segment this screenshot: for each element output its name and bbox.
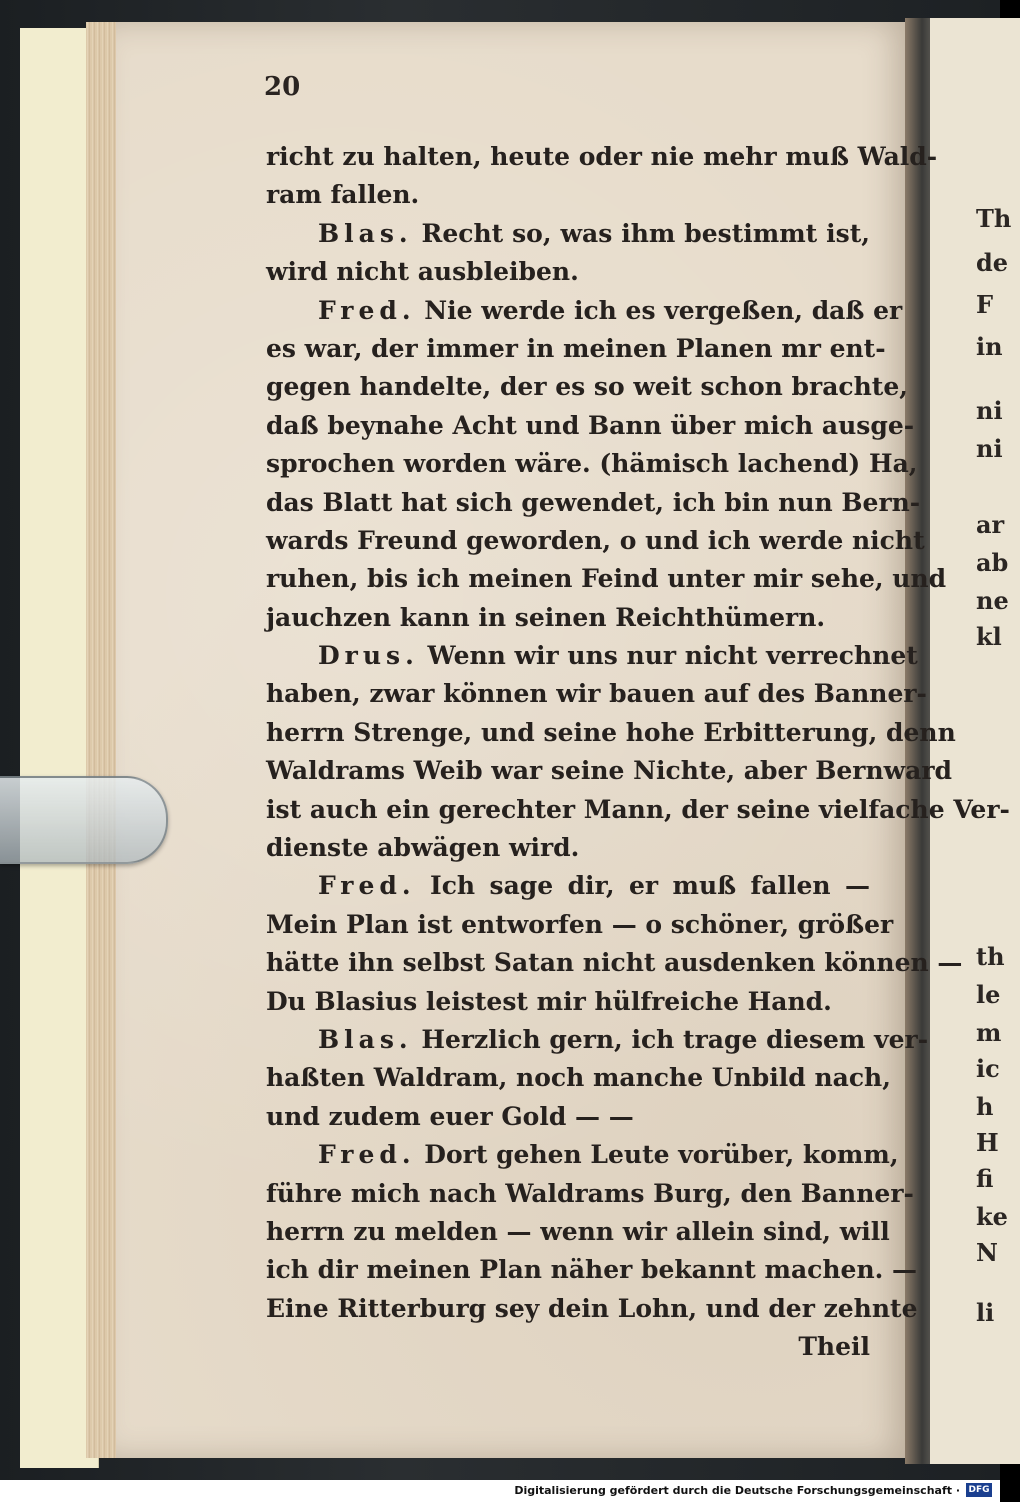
facing-page-fragment: h xyxy=(976,1092,994,1121)
line-text: ist auch ein gerechter Mann, der seine vielfache Ver- xyxy=(266,794,1010,824)
text-line xyxy=(266,1098,870,1136)
facing-page-fragment: le xyxy=(976,980,1001,1009)
facing-page-fragment: Th xyxy=(976,204,1012,233)
line-text: es war, der immer in meinen Planen mr ent- xyxy=(266,333,886,363)
text-line xyxy=(266,599,870,637)
text-line xyxy=(266,292,903,330)
facing-page-fragment: li xyxy=(976,1298,995,1327)
line-text: Du Blasius leistest mir hülfreiche Hand. xyxy=(266,986,832,1016)
text-line xyxy=(266,138,938,176)
text-line xyxy=(266,829,870,867)
facing-page-fragment: kl xyxy=(976,622,1002,651)
speaker-name: Drus. xyxy=(318,641,419,671)
page-number: 20 xyxy=(264,72,301,102)
line-text: richt zu halten, heute oder nie mehr muß Wald- xyxy=(266,142,938,171)
speaker-name: Fred. xyxy=(318,1140,416,1170)
facing-page-fragment: de xyxy=(976,248,1009,277)
line-text: ruhen, bis ich meinen Feind unter mir sehe, und xyxy=(266,564,947,594)
text-line xyxy=(266,1136,899,1174)
text-line xyxy=(266,176,870,214)
text-line xyxy=(266,1213,890,1251)
line-text: Eine Ritterburg sey dein Lohn, und der zehnte xyxy=(266,1293,918,1323)
text-line xyxy=(266,906,894,944)
text-line xyxy=(266,368,908,406)
text-line xyxy=(266,407,915,445)
speaker-name: Fred. xyxy=(318,295,416,325)
facing-page-fragment: ne xyxy=(976,586,1009,615)
text-line xyxy=(266,675,927,713)
line-text: hätte ihn selbst Satan nicht ausdenken können — xyxy=(266,948,963,978)
text-line xyxy=(266,522,925,560)
line-text: herrn Strenge, und seine hohe Erbitterung, denn xyxy=(266,717,956,747)
line-text: Ich sage dir, er muß fallen — xyxy=(430,871,870,901)
facing-page-fragment: in xyxy=(976,332,1003,361)
facing-page-fragment: fi xyxy=(976,1164,994,1193)
line-text: wards Freund geworden, o und ich werde nicht xyxy=(266,525,925,555)
line-text: gegen handelte, der es so weit schon brachte, xyxy=(266,372,908,402)
digitization-footer xyxy=(0,1480,1000,1502)
funding-note: Digitalisierung gefördert durch die Deutsche Forschungsgemeinschaft · xyxy=(514,1484,960,1497)
text-line xyxy=(266,1290,918,1328)
line-text: Nie werde ich es vergeßen, daß er xyxy=(424,295,903,325)
text-line xyxy=(266,215,870,253)
line-text: sprochen worden wäre. (hämisch lachend) Ha, xyxy=(266,449,918,479)
text-line xyxy=(266,330,886,368)
facing-page-fragment: ab xyxy=(976,548,1009,577)
line-text: ich dir meinen Plan näher bekannt machen. — xyxy=(266,1255,918,1285)
line-text: Wenn wir uns nur nicht verrechnet xyxy=(427,641,918,671)
page-holder-clip xyxy=(0,776,168,864)
text-line xyxy=(266,1059,891,1097)
text-line xyxy=(266,944,963,982)
line-text: Herzlich gern, ich trage diesem ver- xyxy=(421,1024,929,1054)
line-text: und zudem euer Gold — — xyxy=(266,1101,634,1131)
text-line xyxy=(266,1021,929,1059)
text-line xyxy=(266,1328,870,1366)
line-text: das Blatt hat sich gewendet, ich bin nun Bern- xyxy=(266,487,921,517)
text-line xyxy=(266,484,921,522)
text-line xyxy=(266,560,947,598)
facing-page-fragment: F xyxy=(976,290,994,319)
speaker-name: Fred. xyxy=(318,871,416,901)
line-text: ram fallen. xyxy=(266,180,420,210)
text-line xyxy=(266,637,918,675)
facing-page-fragment: ni xyxy=(976,396,1003,425)
text-line xyxy=(266,445,918,483)
line-text: jauchzen kann in seinen Reichthümern. xyxy=(266,602,826,632)
line-text: Waldrams Weib war seine Nichte, aber Bernward xyxy=(266,756,952,786)
speaker-name: Blas. xyxy=(318,218,413,248)
facing-page-fragment: ar xyxy=(976,510,1005,539)
facing-page-fragment: ni xyxy=(976,434,1003,463)
text-line xyxy=(266,791,1010,829)
line-text: herrn zu melden — wenn wir allein sind, will xyxy=(266,1216,890,1246)
line-text: haßten Waldram, noch manche Unbild nach, xyxy=(266,1063,891,1093)
line-text: Recht so, was ihm bestimmt ist, xyxy=(421,218,870,248)
text-line xyxy=(266,1175,914,1213)
facing-page-fragment: H xyxy=(976,1128,999,1157)
text-line xyxy=(266,714,956,752)
text-line xyxy=(266,253,870,291)
text-line xyxy=(266,867,870,905)
speaker-name: Blas. xyxy=(318,1024,413,1054)
facing-page-fragment: m xyxy=(976,1018,1002,1047)
line-text: Dort gehen Leute vorüber, komm, xyxy=(424,1140,899,1170)
text-line xyxy=(266,1251,918,1289)
line-text: führe mich nach Waldrams Burg, den Banner- xyxy=(266,1178,914,1208)
facing-page-fragment: N xyxy=(976,1238,998,1267)
text-line xyxy=(266,752,952,790)
facing-page-fragment: ke xyxy=(976,1202,1008,1231)
text-line xyxy=(266,983,870,1021)
line-text: wird nicht ausbleiben. xyxy=(266,257,579,287)
dfg-logo: DFG xyxy=(966,1483,992,1497)
line-text: haben, zwar können wir bauen auf des Banner- xyxy=(266,679,927,709)
line-text: daß beynahe Acht und Bann über mich ausge- xyxy=(266,410,915,440)
line-text: Mein Plan ist entworfen — o schöner, größer xyxy=(266,909,894,939)
facing-page-fragment: ic xyxy=(976,1054,1000,1083)
line-text: Theil xyxy=(798,1332,870,1362)
line-text: dienste abwägen wird. xyxy=(266,833,580,863)
facing-page-fragment: th xyxy=(976,942,1005,971)
